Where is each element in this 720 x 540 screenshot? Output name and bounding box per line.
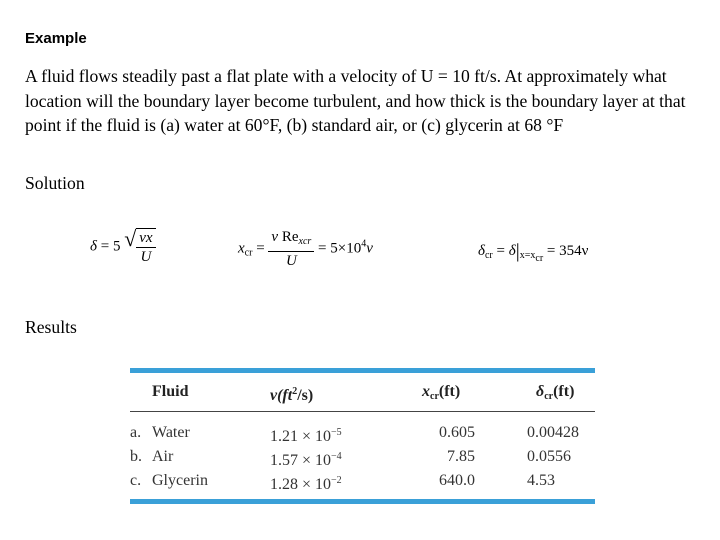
- eq1-coef: 5: [112, 238, 121, 255]
- results-table: [130, 368, 595, 504]
- table-header: [130, 373, 595, 412]
- header-fluid: Fluid: [152, 383, 189, 400]
- row-viscosity: $1.21 \times 10^{-5}$: [270, 427, 342, 445]
- row-critical-thickness: 4.53: [527, 472, 555, 489]
- equation-boundary-thickness: δ = 5 √ $\frac{\nu x}{U}$: [90, 228, 156, 266]
- eq2-num-sub: xcr: [298, 236, 312, 247]
- eq1-denominator: U: [140, 249, 152, 265]
- eq2-rhs-var: ν: [366, 240, 373, 257]
- table-row: [130, 421, 595, 445]
- row-fluid: Air: [152, 448, 174, 465]
- results-label: Results: [25, 317, 77, 337]
- row-critical-location: 640.0: [439, 472, 475, 489]
- eq2-rhs-exp: 4: [361, 238, 367, 250]
- eq3-eval-sub: x=x: [519, 250, 536, 261]
- header-critical-thickness: $\delta_{cr}(ft)$: [536, 383, 575, 402]
- example-heading: Example: [25, 30, 87, 47]
- row-critical-thickness: 0.00428: [527, 424, 579, 441]
- table-row: [130, 445, 595, 469]
- row-letter: b.: [130, 448, 142, 465]
- eq2-denominator: U: [285, 253, 297, 269]
- eq2-num-re: Re: [281, 229, 299, 245]
- eq2-num-nu: ν: [271, 229, 279, 245]
- header-viscosity: $\nu(ft^2/s)$: [270, 386, 314, 404]
- eq2-lhs-sub: cr: [244, 247, 253, 259]
- row-critical-location: 7.85: [447, 448, 475, 465]
- row-fluid: Water: [152, 424, 190, 441]
- sqrt-symbol: √ $\frac{\nu x}{U}$: [124, 228, 155, 266]
- equation-critical-thickness: $\delta_{cr} = \delta|_{x=x_{cr}} = 354\nu$: [478, 240, 589, 264]
- row-letter: c.: [130, 472, 142, 489]
- eq2-lhs: x: [238, 240, 245, 257]
- eq3-lhs: δ: [478, 243, 485, 259]
- row-critical-thickness: 0.0556: [527, 448, 571, 465]
- eq3-eval-sub2: cr: [535, 253, 544, 264]
- eq3-rhs: 354ν: [559, 243, 589, 259]
- eq3-lhs-sub: cr: [484, 250, 493, 261]
- row-critical-location: 0.605: [439, 424, 475, 441]
- row-letter: a.: [130, 424, 142, 441]
- problem-statement: A fluid flows steadily past a flat plate with a velocity of U = 10 ft/s. At approximately what location will the boundary layer become turbulent, and how thick is the boundary layer at that point if the fluid is (a) water at 60°F, (b) standard air, or (c) glycerin at 68 °F: [25, 66, 686, 135]
- equation-critical-location: $x_{cr}$ = $\frac{\nu Re_{xcr}}{U}$ = $5\times 10^4\nu$: [238, 229, 373, 269]
- eq3-mid: δ: [508, 243, 516, 259]
- row-viscosity: $1.28 \times 10^{-2}$: [270, 475, 342, 493]
- eq1-lhs: δ: [90, 238, 97, 255]
- solution-label: Solution: [25, 173, 85, 193]
- row-viscosity: $1.57 \times 10^{-4}$: [270, 451, 342, 469]
- header-critical-location: $x_{cr}(ft)$: [422, 383, 461, 402]
- row-fluid: Glycerin: [152, 472, 208, 489]
- eq1-numerator: νx: [136, 229, 155, 248]
- eq2-rhs-coef: 5: [330, 240, 338, 257]
- table-row: [130, 469, 595, 493]
